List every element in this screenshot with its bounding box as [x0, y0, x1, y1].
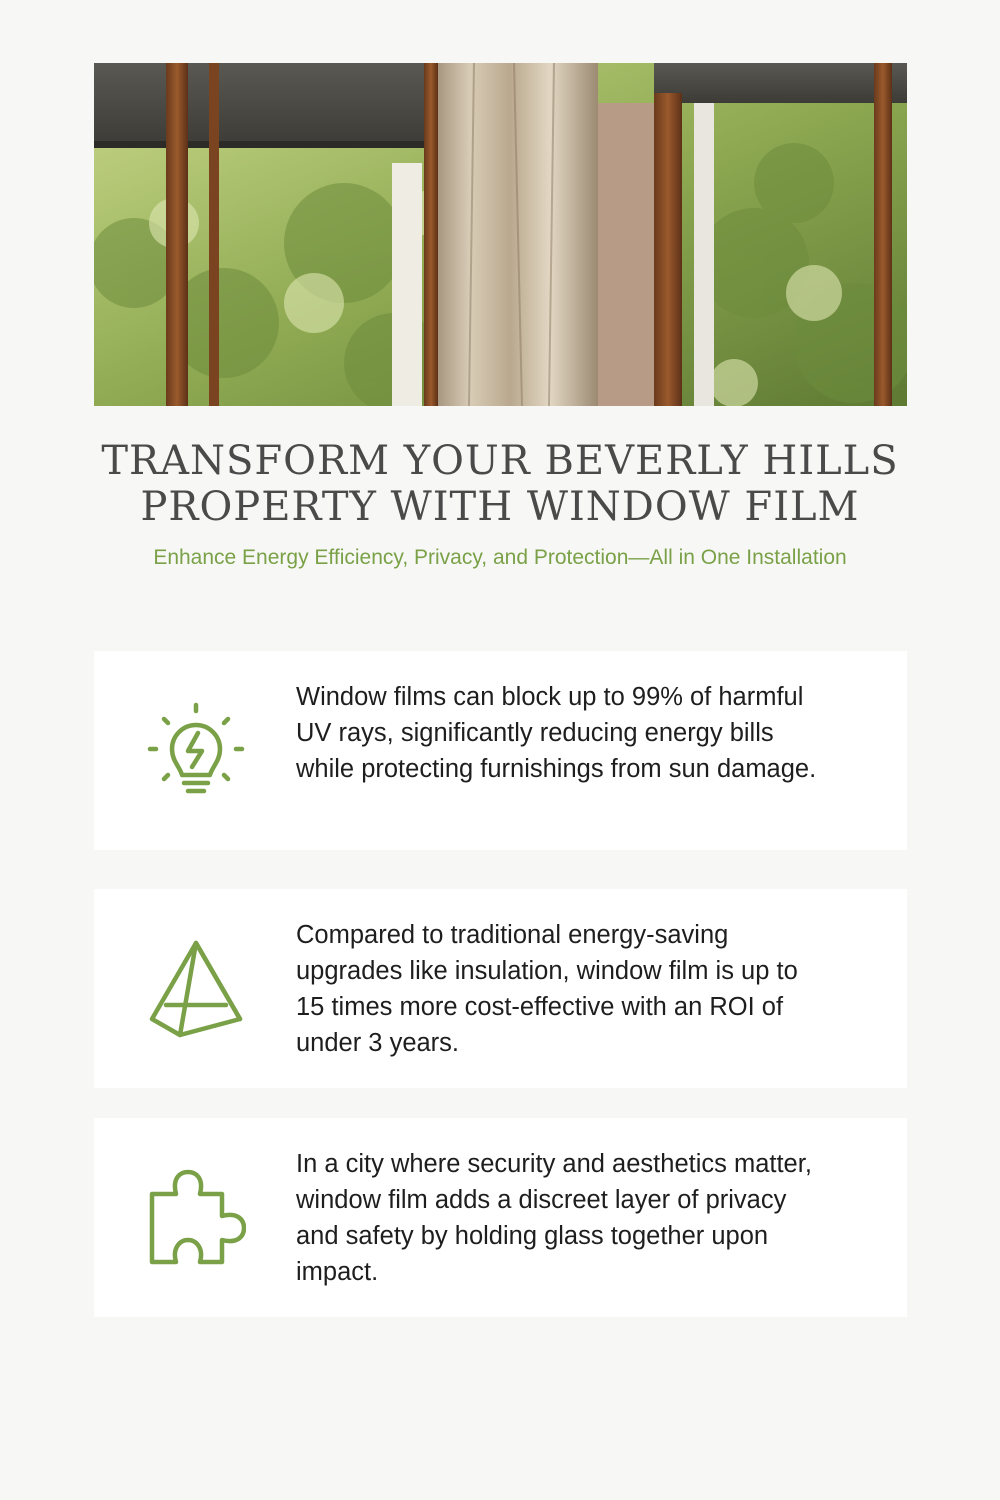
benefit-text: Compared to traditional energy-saving upgrades like insulation, window film is up to 15 times more cost-effective with an ROI of under 3 years. [296, 921, 798, 1057]
benefit-card-security [94, 1118, 907, 1317]
lightbulb-icon [146, 701, 246, 801]
hero-image [94, 63, 907, 406]
benefit-card-uv [94, 651, 907, 850]
pyramid-icon [146, 939, 246, 1039]
benefit-card-cost [94, 889, 907, 1088]
page-title: TRANSFORM YOUR BEVERLY HILLS PROPERTY WITH WINDOW FILM [101, 438, 899, 530]
window-photo [94, 63, 907, 406]
benefit-text: Window films can block up to 99% of harmful UV rays, significantly reducing energy bills while protecting furnishings from sun damage. [296, 683, 817, 783]
benefit-text: In a city where security and aesthetics matter, window film adds a discreet layer of privacy and safety by holding glass together upon impact. [296, 1150, 812, 1286]
puzzle-piece-icon [146, 1168, 246, 1268]
page-subtitle: Enhance Energy Efficiency, Privacy, and Protection—All in One Installation [153, 546, 847, 569]
